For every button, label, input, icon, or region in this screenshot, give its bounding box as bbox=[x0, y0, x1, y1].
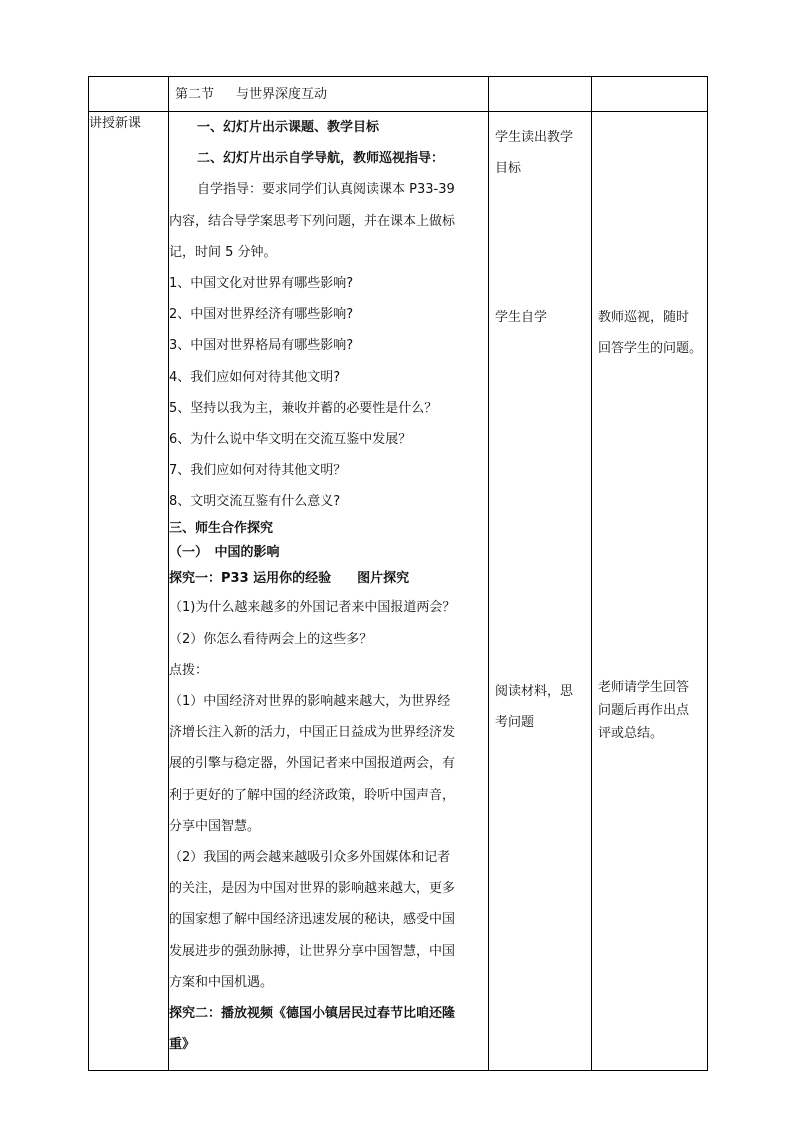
content-line: 探究一：P33 运用你的经验 图片探究 bbox=[169, 571, 410, 587]
content-line: （2）我国的两会越来越吸引众多外国媒体和记者 bbox=[169, 849, 451, 865]
student-line: 目标 bbox=[495, 161, 522, 176]
content-line: （一） 中国的影响 bbox=[169, 545, 280, 561]
content-line: 3、中国对世界格局有哪些影响? bbox=[169, 338, 354, 354]
header-row bbox=[89, 77, 708, 112]
student-line: 阅读材料，思 bbox=[495, 684, 574, 699]
student-activity-b bbox=[495, 302, 587, 333]
content-row bbox=[89, 112, 708, 1071]
content-line: 济增长注入新的活力，中国正日益成为世界经济发 bbox=[169, 725, 456, 741]
teacher-line: 评或总结。 bbox=[598, 726, 664, 741]
teacher-activity-b bbox=[598, 676, 703, 745]
content-line: 的关注，是因为中国对世界的影响越来越大，更多 bbox=[169, 881, 456, 897]
header-empty-cell-4 bbox=[592, 77, 708, 112]
content-line: 二、幻灯片出示自学导航，教师巡视指导： bbox=[197, 151, 445, 167]
content-line: 探究二：播放视频《德国小镇居民过春节比咱还隆 bbox=[169, 1005, 456, 1021]
content-line: 三、师生合作探究 bbox=[169, 521, 274, 537]
content-line: 利于更好的了解中国的经济政策，聆听中国声音， bbox=[169, 787, 456, 803]
content-line: （1)为什么越来越多的外国记者来中国报道两会？ bbox=[169, 600, 456, 616]
content-line: 分享中国智慧。 bbox=[169, 818, 261, 834]
content-line: 5、坚持以我为主，兼收并蓄的必要性是什么？ bbox=[169, 400, 438, 416]
content-line: 2、中国对世界经济有哪些影响? bbox=[169, 307, 354, 323]
content-line: 自学指导：要求同学们认真阅读课本 P33-39 bbox=[197, 182, 455, 198]
stage-label-cell bbox=[89, 112, 169, 1071]
student-line: 学生自学 bbox=[495, 310, 548, 325]
student-activity-a bbox=[495, 122, 587, 184]
content-line: 方案和中国机遇。 bbox=[169, 974, 274, 990]
content-line: 8、文明交流互鉴有什么意义? bbox=[169, 494, 341, 510]
content-line: 6、为什么说中华文明在交流互鉴中发展？ bbox=[169, 431, 412, 447]
content-line: 记，时间 5 分钟。 bbox=[169, 244, 277, 260]
teacher-line: 教师巡视，随时 bbox=[598, 310, 690, 325]
lesson-plan-table bbox=[88, 76, 708, 1071]
student-activity-cell bbox=[489, 112, 592, 1071]
teacher-activity-cell bbox=[592, 112, 708, 1071]
content-line: 内容，结合导学案思考下列问题，并在课本上做标 bbox=[169, 213, 456, 229]
section-number: 第二节 bbox=[175, 87, 215, 102]
content-line: （1）中国经济对世界的影响越来越大，为世界经 bbox=[169, 694, 451, 709]
section-title: 与世界深度互动 bbox=[236, 87, 328, 102]
content-line: 1、中国文化对世界有哪些影响? bbox=[169, 275, 354, 291]
content-line: 重》 bbox=[169, 1037, 196, 1053]
student-line: 考问题 bbox=[495, 715, 535, 730]
content-line: 点拨： bbox=[169, 662, 209, 678]
teacher-activity-a bbox=[598, 302, 703, 364]
stage-label: 讲授新课 bbox=[89, 116, 142, 131]
content-line: 的国家想了解中国经济迅速发展的秘诀，感受中国 bbox=[169, 912, 456, 928]
content-line: 展的引擎与稳定器，外国记者来中国报道两会，有 bbox=[169, 756, 456, 772]
content-line: 一、幻灯片出示课题、教学目标 bbox=[197, 120, 380, 135]
content-line: 4、我们应如何对待其他文明? bbox=[169, 369, 341, 385]
teacher-line: 老师请学生回答 bbox=[598, 680, 690, 695]
teaching-content-cell bbox=[169, 112, 489, 1071]
teacher-line: 问题后再作出点 bbox=[598, 703, 690, 718]
content-line: 发展进步的强劲脉搏，让世界分享中国智慧，中国 bbox=[169, 943, 456, 959]
content-line: 7、我们应如何对待其他文明？ bbox=[169, 463, 347, 479]
header-empty-cell-3 bbox=[489, 77, 592, 112]
content-line: （2）你怎么看待两会上的这些多？ bbox=[169, 631, 373, 647]
header-empty-cell-1 bbox=[89, 77, 169, 112]
student-line: 学生读出教学 bbox=[495, 130, 574, 145]
student-activity-c bbox=[495, 676, 587, 738]
teacher-line: 回答学生的问题。 bbox=[598, 341, 703, 356]
section-title-cell bbox=[169, 77, 489, 112]
